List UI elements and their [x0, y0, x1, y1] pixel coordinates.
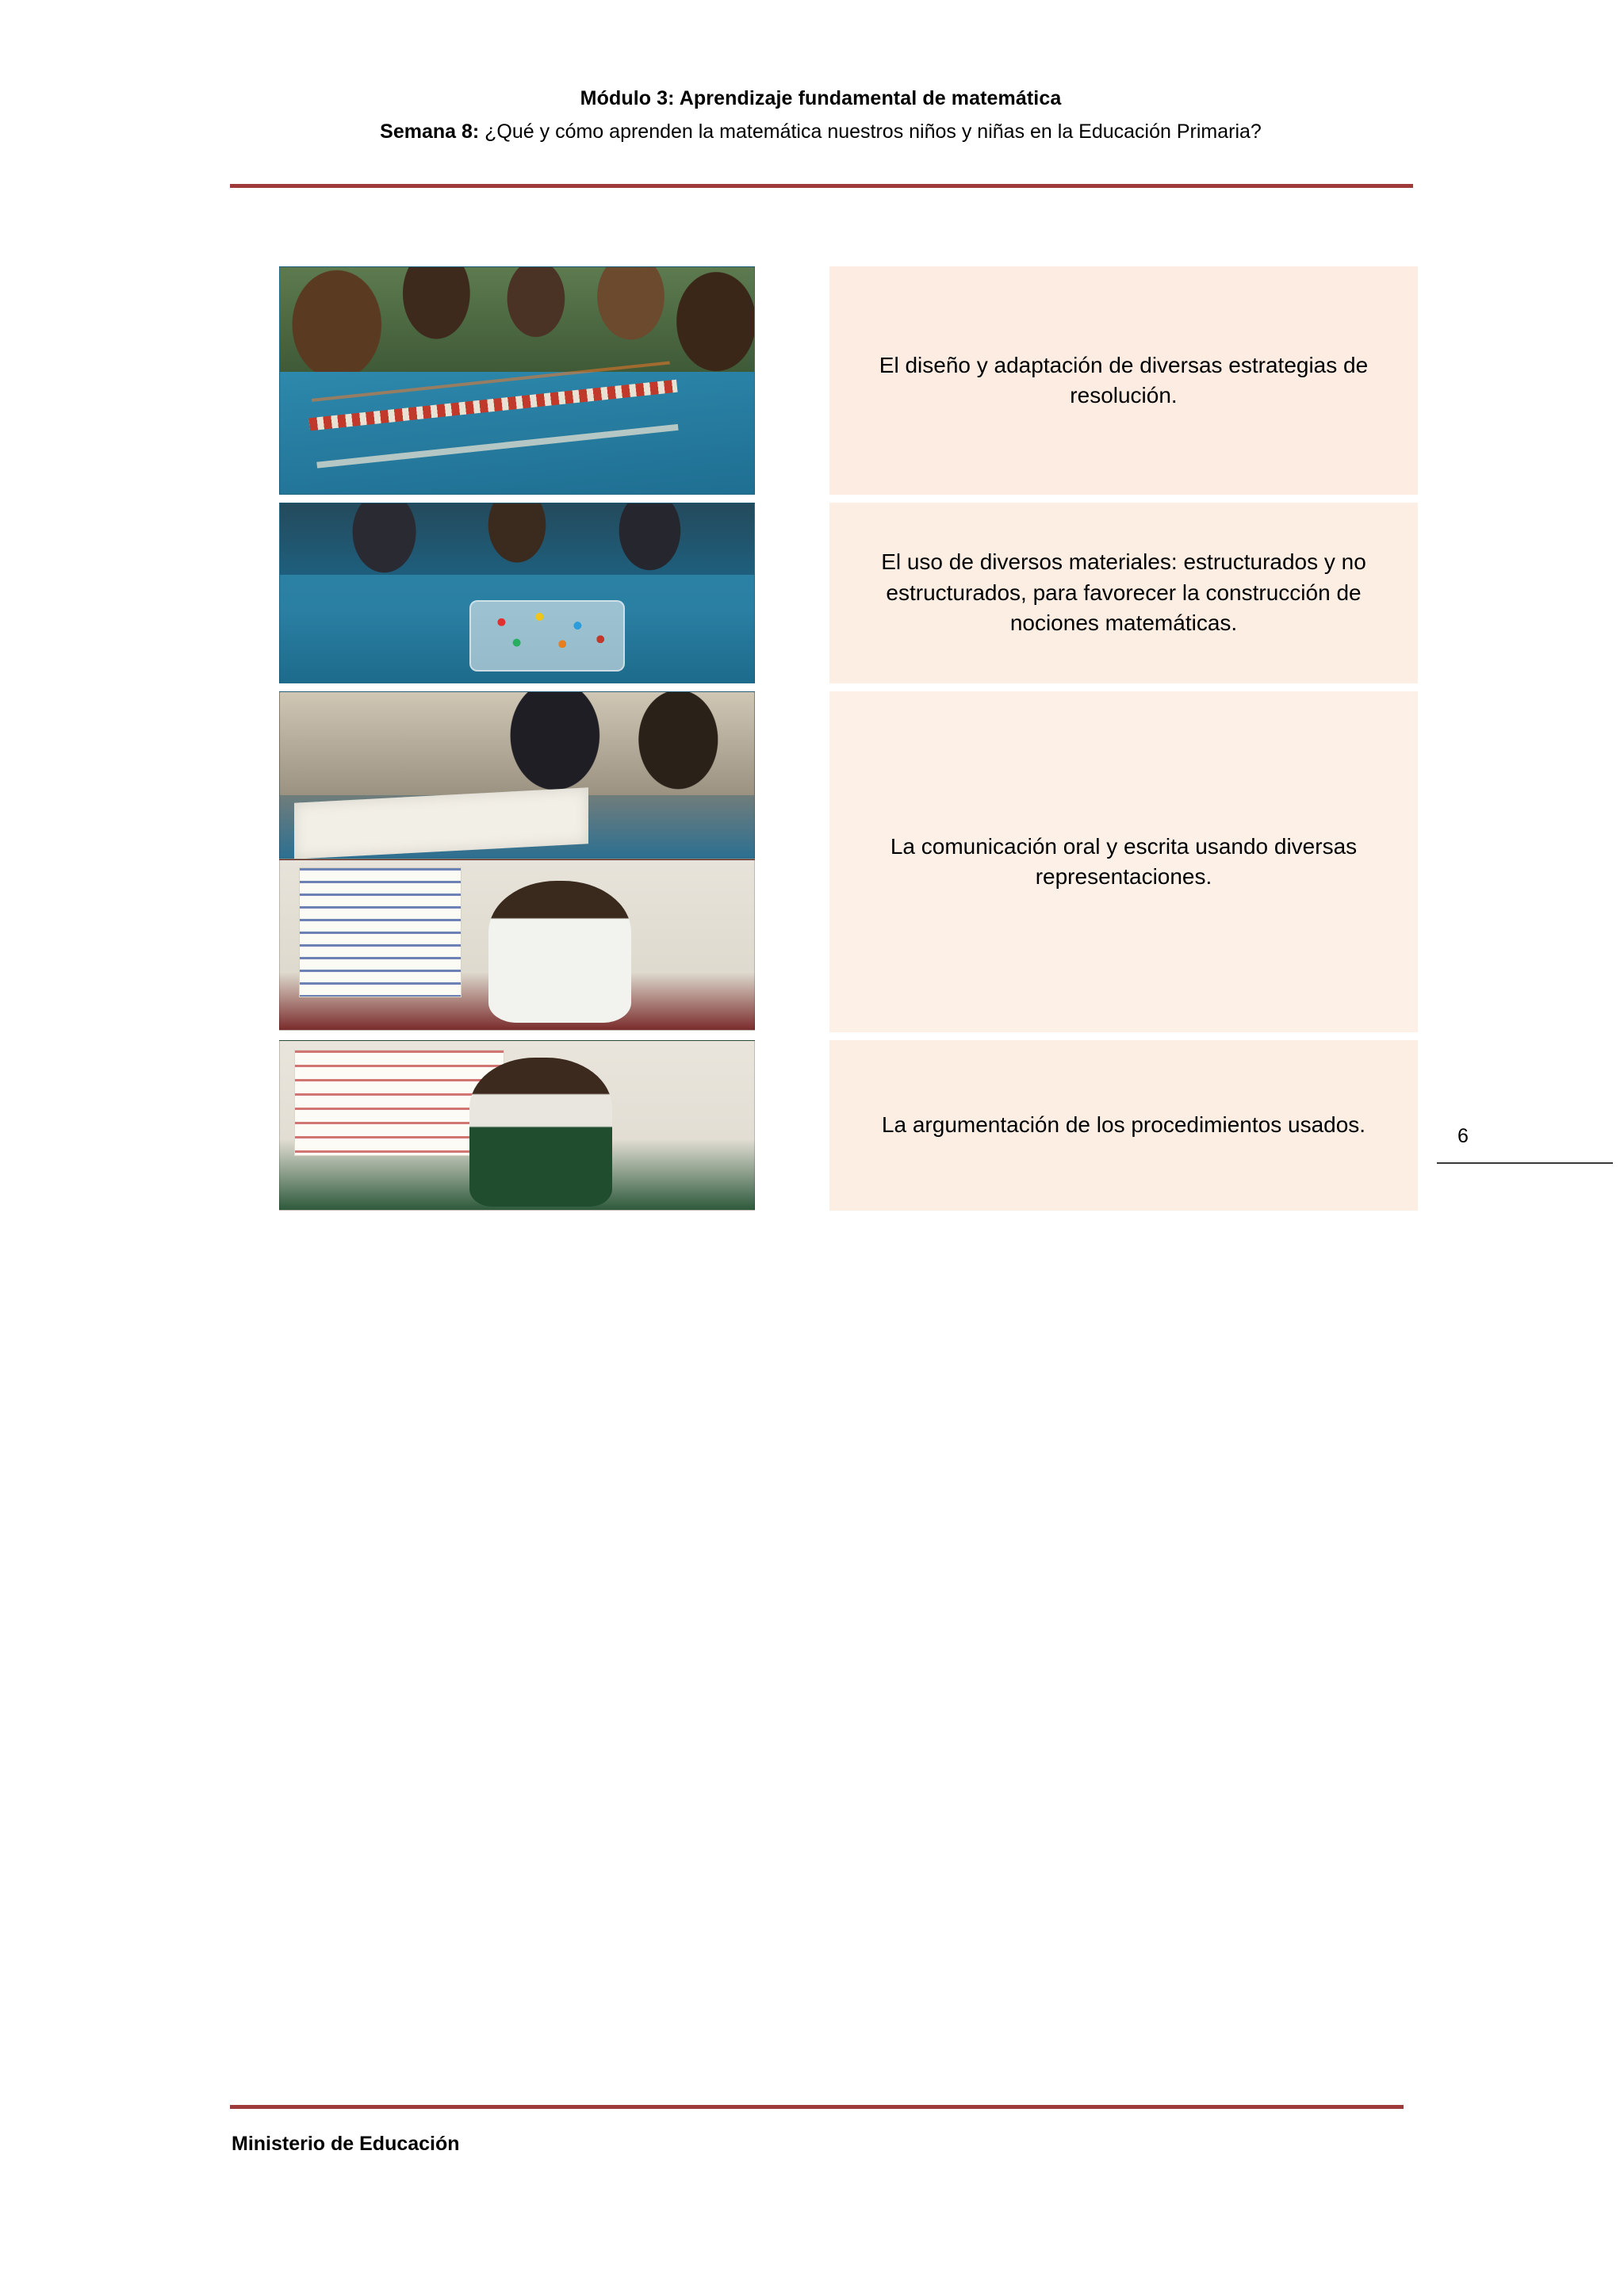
- page-number-divider: [1437, 1162, 1613, 1164]
- header-divider: [230, 184, 1413, 188]
- row-text: El uso de diversos materiales: estructurados y no estructurados, para favorecer la construcción de nociones matemáticas.: [881, 549, 1366, 636]
- text-cell: [829, 503, 1418, 683]
- classroom-photo-numberline-boy: [279, 859, 755, 1031]
- row-text: El diseño y adaptación de diversas estrategias de resolución.: [879, 352, 1369, 408]
- classroom-photo-writing: [279, 691, 755, 859]
- classroom-photo-argumentation-girl: [279, 1040, 755, 1211]
- table-row: [279, 503, 1418, 683]
- footer-divider: [230, 2105, 1404, 2109]
- row-text: La comunicación oral y escrita usando diversas representaciones.: [890, 833, 1358, 889]
- classroom-photo-materials: [279, 503, 755, 683]
- row-spacer: [279, 1032, 1418, 1040]
- photo-cell: [279, 503, 755, 683]
- module-title: Módulo 3: Aprendizaje fundamental de matemática: [580, 87, 1062, 109]
- text-cell: [829, 1040, 1418, 1211]
- text-cell: [829, 266, 1418, 495]
- row-spacer: [279, 683, 1418, 691]
- table-row: [279, 1040, 1418, 1211]
- row-spacer: [279, 495, 1418, 503]
- row-text: La argumentación de los procedimientos usados.: [881, 1112, 1366, 1138]
- page-header: [0, 87, 1624, 144]
- photo-cell: [279, 1040, 755, 1211]
- text-cell: [829, 691, 1418, 1032]
- page-number: 6: [1457, 1125, 1469, 1147]
- week-question: ¿Qué y cómo aprenden la matemática nuestros niños y niñas en la Educación Primaria?: [479, 121, 1262, 143]
- photo-cell: [279, 691, 755, 1032]
- content-table: [279, 266, 1418, 1211]
- photo-cell: [279, 266, 755, 495]
- table-row: [279, 266, 1418, 495]
- footer-institution: Ministerio de Educación: [232, 2133, 460, 2155]
- table-row: [279, 691, 1418, 1032]
- classroom-photo-strategies: [279, 266, 755, 495]
- week-label: Semana 8:: [380, 121, 480, 143]
- week-subtitle: [17, 121, 1624, 144]
